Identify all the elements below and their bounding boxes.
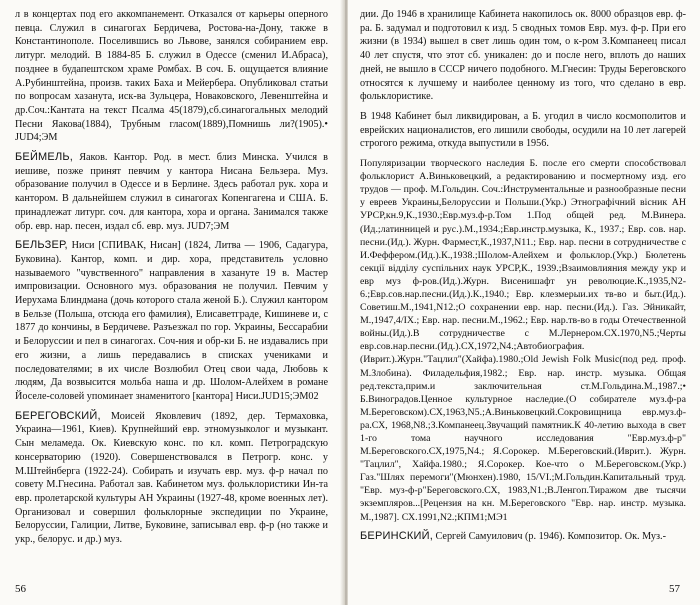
paragraph — [360, 110, 686, 151]
paragraph — [360, 157, 686, 524]
entry-heading: БЕРИНСКИЙ, — [360, 529, 433, 542]
paragraph — [15, 8, 328, 145]
entry-text: Яаков. Кантор. Род. в мест. близ Минска. Учился в иешиве, позже принят певчим у кантора Нисана Бельзера. Муз. образование получил в Одессе и в Берлине. Здесь работал рук. хора и кантором. В дальнейшем служил в синагогах Копенгагена и США. Б. принадлежат литург. соч. для кантора, хора и органа. Занимался также обр. евр. нар. песен, издал сб. евр. муз. JUD7;ЭМ — [15, 152, 328, 232]
entry-text: л в концертах под его аккомпанемент. Отказался от карьеры оперного певца. Служил в синагогах Бердичева, Ростова-на-Дону, также в Константинополе. Поселившись во Львове, занялся собиранием евр. литург. мелодий. В 1884-85 Б. служил в Одессе (сменил И.Абраса), позднее в будапештском храме Ромбах. В соч. Б. ощущается влияние А.Рубинштейна, произв. таких Баха и Мейербера. Опубликовал статьи по вопросам хазанута, иск-ва Зульцера, Новаковского, Левенштейна и др.Соч.:Кантата на текст Псалма 45(1879),сб.синагогальных мелодий Песни Яакова(1884), Трубным гласом(1889),Помнишь ли?(1905).• JUD4;ЭМ — [15, 9, 328, 144]
paragraph — [15, 239, 328, 403]
right-page — [348, 0, 700, 605]
paragraph — [15, 410, 328, 547]
entry-text: дии. До 1946 в хранилище Кабинета накопилось ок. 8000 образцов евр. ф-ра. Б. задумал и подготовил к изд. 5 сводных томов Евр. муз. ф-р. При его жизни (в 1934) вышел в свет лишь один том, о к-ром З.Компанеец писал 40 лет спустя, что этот сб. уникален: до и после него, вплоть до наших дней, не вышло в СССР ничего подобного. М.Гнесин: Труды Береговского относятся к лучшему и наиболее ценному из того, что сделано в евр. фольклористике. — [360, 9, 686, 103]
entry-text: В 1948 Кабинет был ликвидирован, а Б. угодил в число космополитов и еврейских националистов, его лишили свободы, осудили на 10 лет лагерей строгого режима, откуда выпустили в 1956. — [360, 110, 686, 150]
right-column — [360, 8, 686, 543]
entry-heading: БЕЛЬЗЕР, — [15, 239, 68, 252]
paragraph — [360, 8, 686, 104]
entry-text: Популяризации творческого наследия Б. после его смерти способствовал фольклорист А.Виньковецкий, а редактированию и посмертному изд. его трудов — проф. М.Гольдин. Соч.:Инструментальные и разнообразные песни у евреев Украины,Белоруссии и Польши.(Укр.) Этнографічний вісник АН УРСР,кн.9,К.,1930.;Евр.муз.ф-р.Том 1.Под общей ред. М.Винера.(Ид.;латинницей и рус.).М.,1934.;Евр.инстр.музыка, К., 1937.; Евр. сов. нар. песни.(Ид.). Журн. Фармест,К.,1937,N11.; Евр. нар. песни в сотрудничестве с И.Феффером.(Ид.).К.,1938.;Шолом-Алейхем и фольклор.(Укр.) Бюлетень секції відділу суспільних наук УРСР,К., 1939.;Взаимовлияния между укр и евр муз ф-ров.(Ид.).Журн. Висенишафт ун революцие.К.,1935,N2-6.;Евр.сов.нар.песни.(Ид.).К.,1940.; Евр. клезмерыи.их тв-во и быт.(Ид.). Советиш.М.,1941,N12.;О сохранении евр. нар. песни.(Ид.). Газ. Эйникайт, М.,1947,4/IX.; Евр. нар. песни.М.,1962.; Евр. нар.тв-во в годы Отечественной войны.(Ид.).В сотрудничестве с М.Лернером.СХ.1970,N5.;Черты евр.сов.нар.песни.(Ид.).СХ,1972,N4.;Автобиография.(Иврит.).Журн."Тацлил"(Хайфа).1980.;Old Jewish Folk Music(под ред. проф. М.Злобина). Филадельфия,1982.; Евр. нар. инстр. музыка. Общая ред.текста,прим.и заключительная ст.М.Гольдина.М.,1987.;• Б.Виноградов.Ценное культурное наследие.(О собирателе муз.ф-ра М.Береговском).СХ,1963,N5.;А.Виньковецкий.Сокровищница евр.муз.ф-ра.СХ, 1968,N8.;З.Компанеец.Звучащий памятник.К 40-летию выхода в свет 1-го тома научного исследования "Евр.муз.ф-р" М.Береговского.СХ,1975,N4.; Я.Сорокер. М.Береговский.(Иврит.). Журн. "Тацлил", Хайфа.1980.; Я.Сорокер. Кое-что о М.Береговском.(Укр.) Газ."Шлях перемоги"(Мюнхен).1980, 15/VI.;М.Гольдин.Капитальный труд. "Евр. муз-ф-р"Береговского.СХ, 1983,N1.;В.Ленгоп.Тиражом две тысячи экземпляров...[Рецензия на кн. М.Береговского "Евр. нар. инстр. музыка. М.,1987]. СХ.1991,N2.;КПМ1;МЭ1 — [360, 158, 686, 523]
page-number: 56 — [15, 583, 26, 595]
left-column — [15, 8, 328, 547]
paragraph — [360, 530, 686, 544]
entry-text: Сергей Самуилович (р. 1946). Композитор. Ок. Муз.- — [432, 530, 666, 542]
entry-heading: БЕРЕГОВСКИЙ, — [15, 409, 101, 422]
entry-text: Моисей Яковлевич (1892, дер. Термаховка, Украина—1961, Киев). Крупнейший евр. этномузыколог и музыкант. Сын меламеда. Ок. Киевскую конс. по кл. комп. Петроградскую консерваторию (1920). Совершенствовался в Петрогр. конс. у М.Штейнберга (1922-24). Собирать и изучать евр. муз. ф-р начал по совету М.Гнесина. Работал зав. Кабинетом муз. фольклористики Ин-та евр. пролетарской культуры АН Украины (1927-48, кроме военных лет). Организовал и совершил фольклорные экспедиции по Украине, Белоруссии, Галиции, Литве, Буковине, записывал евр. ф-р (но также и укр., белорус. и др.) муз. — [15, 410, 328, 546]
entry-heading: БЕЙМЕЛЬ, — [15, 151, 74, 164]
page-number: 57 — [669, 583, 680, 595]
left-page — [0, 0, 346, 605]
paragraph — [15, 151, 328, 233]
entry-text: Ниси [СПИВАК, Нисан] (1824, Литва — 1906, Садагура, Буковина). Кантор, комп. и дир. хора, представитель условно называемого "чувственного" направления в хазануте 19 в. Мастер импровизации. Основного муз. образования не получил. Певчим у Иерухама Блиндмана (дочь которого стала женой Б.). Служил кантором в Бельзе (Польша, отсюда его фамилия), Елисаветграде, Кишиневе и, с 1877 до кончины, в Бердичеве. Разъезжал по гор. Украины, Бессарабии и Белоруссии и пел в синагогах. Соч-ния и обр-ки Б. не издавались при его жизни, а лишь передавались в списках учениками и последователями; в их числе Возлюбил Отец свои чада, Любовь к людям, Да возвысится мольба наша и др. Шолом-Алейхем в романе Йоселе-соловей упоминает знаменитого [кантора] Ниси.JUD15;ЭМ02 — [15, 240, 328, 402]
